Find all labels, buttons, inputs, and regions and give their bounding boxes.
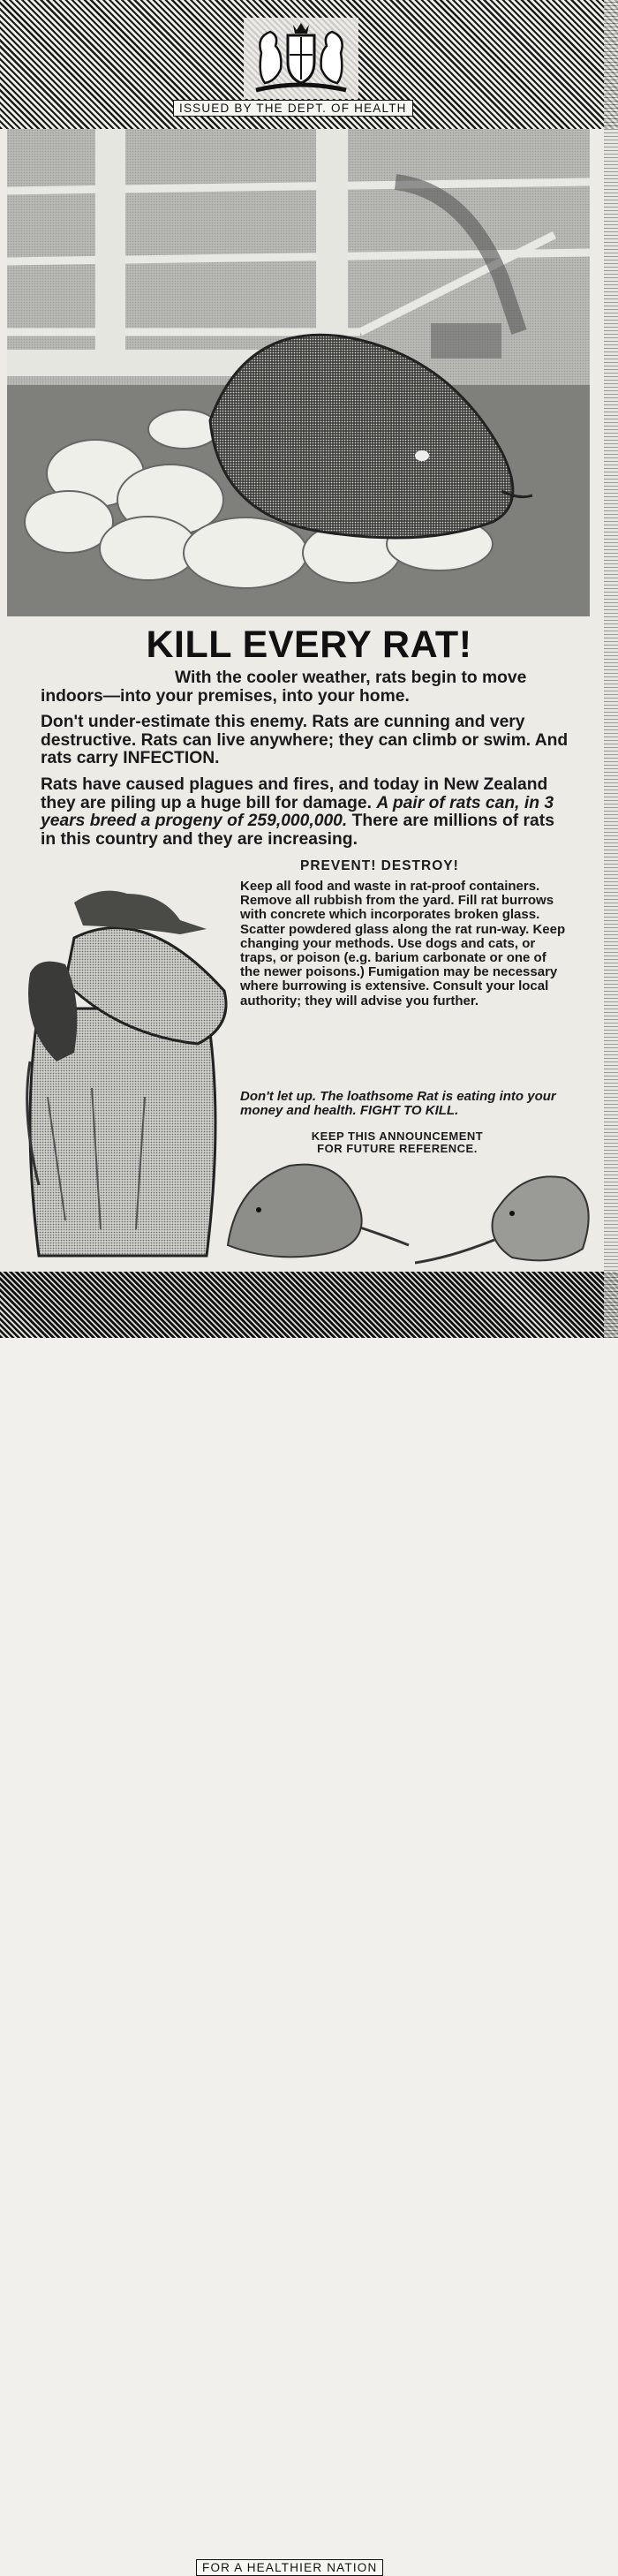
rat-illustration-left xyxy=(219,1148,413,1272)
keep-line-2: FOR FUTURE REFERENCE. xyxy=(317,1142,478,1155)
healthier-nation-label: FOR A HEALTHIER NATION xyxy=(196,2559,383,2576)
intro-paragraph: With the cooler weather, rats begin to move indoors—into your premises, into your home. xyxy=(41,669,527,706)
fight-to-kill-text: FIGHT TO KILL. xyxy=(359,1103,459,1119)
advice-paragraph: Keep all food and waste in rat-proof containers. Remove all rubbish from the yard. Fill rat burrows with concrete which incorporates broken glass. Scatter powdered glass along the rat run-way. Keep changing your methods. Use dogs and cats, or traps, or poison (e.g. barium carbonate or one of the newer poisons.) Fumigation may be necessary where burrowing is extensive. Consult your local authority; they will advise you further. xyxy=(240,879,566,1008)
headline: KILL EVERY RAT! xyxy=(146,623,472,666)
breeding-statistic: A pair of rats can, in 3 years breed a progeny of 259,000,000. xyxy=(41,793,554,830)
damage-text: Rats have caused plagues and fires, and today in New Zealand they are piling up a huge bill for damage. xyxy=(41,775,548,812)
rats-in-rubbish-bin-illustration xyxy=(12,876,244,1265)
issued-by-label: ISSUED BY THE DEPT. OF HEALTH xyxy=(173,100,413,117)
keep-line-1: KEEP THIS ANNOUNCEMENT xyxy=(311,1129,484,1143)
top-hatched-banner xyxy=(0,0,618,129)
increase-text: There are millions of rats in this country and they are increasing. xyxy=(41,812,554,849)
page-edge-texture xyxy=(604,0,618,1338)
rat-illustration-right xyxy=(415,1160,600,1272)
closing-paragraph xyxy=(240,1090,569,1118)
rat-photo xyxy=(7,129,590,616)
bottom-hatched-banner xyxy=(0,1272,618,2574)
prevent-destroy-subhead: PREVENT! DESTROY! xyxy=(300,858,459,873)
closing-text: Don't let up. The loathsome Rat is eating into your money and health. xyxy=(240,1089,556,1119)
royal-coat-of-arms-icon xyxy=(244,18,358,99)
enemy-paragraph: Don't under-estimate this enemy. Rats are cunning and very destructive. Rats can live anywhere; they can climb or swim. And rats carry INFECTION. xyxy=(41,713,569,767)
damage-paragraph xyxy=(41,776,570,849)
